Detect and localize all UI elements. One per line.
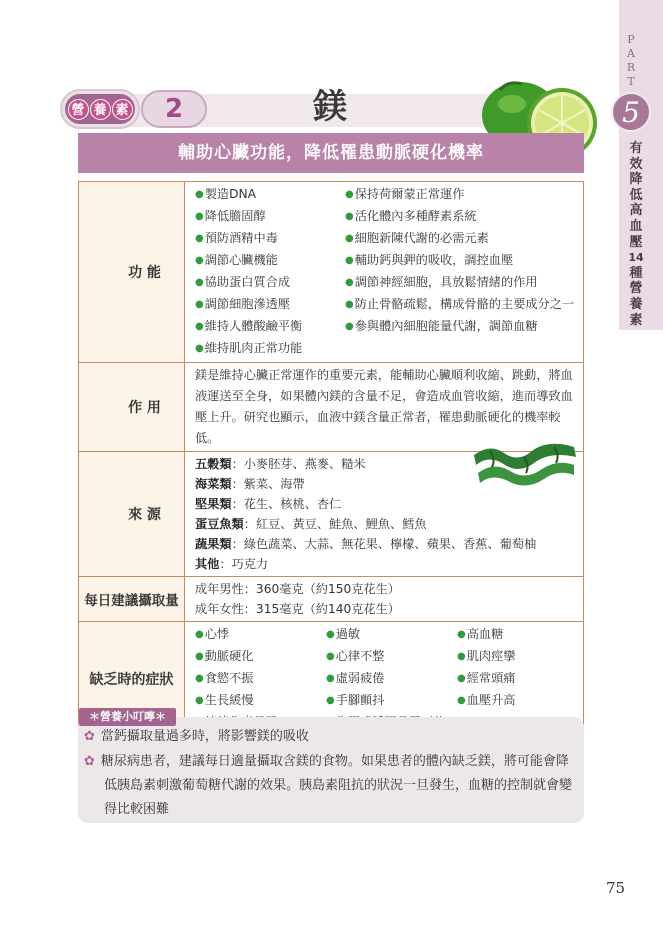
list-item: ● 過敏 — [326, 624, 457, 646]
list-item: ● 食慾不振 — [195, 668, 326, 690]
list-item: ● 細胞新陳代謝的必需元素 — [345, 228, 577, 250]
list-item: ● 心律不整 — [326, 646, 457, 668]
function-label: 功 能 — [79, 182, 185, 363]
list-item: ● 虛弱疲倦 — [326, 668, 457, 690]
page-title: 鎂 — [313, 87, 347, 127]
list-item: ● 手腳顫抖 — [326, 690, 457, 712]
flower-icon: ✿ — [84, 729, 95, 744]
nutrient-number: 2 — [141, 90, 207, 128]
chapter-title: 有 效 降 低 高 血 壓 14 種 營 養 素 — [628, 141, 644, 328]
list-item: ● 製造DNA — [195, 184, 345, 206]
source-line: 蛋豆魚類：紅豆、黃豆、鮭魚、鯉魚、鱈魚 — [195, 517, 427, 531]
nutrient-badge-label: 營 養 素 — [65, 94, 135, 124]
list-item: ● 保持荷爾蒙正常運作 — [345, 184, 577, 206]
list-item: ● 生長緩慢 — [195, 690, 326, 712]
daily-intake-female: 成年女性：315毫克（約140克花生） — [195, 602, 400, 616]
tip-item: ✿ 當鈣攝取量過多時，將影響鎂的吸收 — [84, 729, 309, 744]
daily-intake-content — [185, 577, 584, 622]
list-item: ● 降低膽固醇 — [195, 206, 345, 228]
part-number: 5 — [611, 92, 651, 132]
daily-intake-label: 每日建議攝取量 — [79, 577, 185, 622]
list-item: ● 動脈硬化 — [195, 646, 326, 668]
list-item: ● 心悸 — [195, 624, 326, 646]
list-item: ● 參與體內細胞能量代謝，調節血糖 — [345, 316, 577, 338]
source-label: 來 源 — [79, 452, 185, 577]
source-line: 海菜類：紫菜、海帶 — [195, 477, 305, 491]
daily-intake-male: 成年男性：360毫克（約150克花生） — [195, 582, 400, 596]
list-item: ● 預防酒精中毒 — [195, 228, 345, 250]
action-text: 鎂是維持心臟正常運作的重要元素，能輔助心臟順利收縮、跳動，將血液運送至全身，如果體內鎂的含量不足，會造成血管收縮，進而導致血壓上升。研究也顯示，血液中鎂含量正常者，罹患動脈硬化的機率較低。 — [185, 363, 584, 452]
list-item: ● 血壓升高 — [457, 690, 577, 712]
source-line: 蔬果類：綠色蔬菜、大蒜、無花果、檸檬、蘋果、香蕉、葡萄柚 — [195, 537, 537, 551]
list-item: ● 經常頭痛 — [457, 668, 577, 690]
list-item: ● 高血糖 — [457, 624, 577, 646]
list-item: ● 調節神經細胞，具放鬆情緒的作用 — [345, 272, 577, 294]
seaweed-illustration — [470, 433, 578, 493]
list-item: ● 維持肌肉正常功能 — [195, 338, 345, 360]
action-label: 作 用 — [79, 363, 185, 452]
list-item: ● 調節細胞滲透壓 — [195, 294, 345, 316]
tips-tag: ＊營養小叮嚀＊ — [79, 708, 176, 726]
list-item: ● 維持人體酸鹼平衡 — [195, 316, 345, 338]
list-item: ● 活化體內多種酵素系統 — [345, 206, 577, 228]
list-item: ● 輔助鈣與鉀的吸收，調控血壓 — [345, 250, 577, 272]
list-item-empty — [345, 338, 577, 360]
page-subtitle: 輔助心臟功能，降低罹患動脈硬化機率 — [178, 143, 484, 163]
function-content — [185, 182, 584, 363]
part-label: P A R T — [626, 33, 636, 88]
table-row-daily-intake — [79, 577, 584, 622]
list-item: ● 肌肉痙攣 — [457, 646, 577, 668]
source-line: 其他：巧克力 — [195, 557, 269, 571]
list-item: ● 調節心臟機能 — [195, 250, 345, 272]
source-line: 堅果類：花生、核桃、杏仁 — [195, 497, 342, 511]
tip-item: ✿ 糖尿病患者，建議每日適量攝取含鎂的食物。如果患者的體內缺乏鎂，將可能會降低胰島素刺激葡萄糖代謝的效果。胰島素阻抗的狀況一旦發生，血糖的控制就會變得比較困難 — [84, 754, 573, 817]
source-line: 五穀類：小麥胚芽、燕麥、糙米 — [195, 457, 366, 471]
flower-icon: ✿ — [84, 754, 95, 769]
list-item: ● 防止骨骼疏鬆，構成骨骼的主要成分之一 — [345, 294, 577, 316]
table-row-function — [79, 182, 584, 363]
list-item: ● 協助蛋白質合成 — [195, 272, 345, 294]
page-number: 75 — [606, 879, 626, 897]
deficiency-label: 缺乏時的症狀 — [79, 622, 185, 737]
